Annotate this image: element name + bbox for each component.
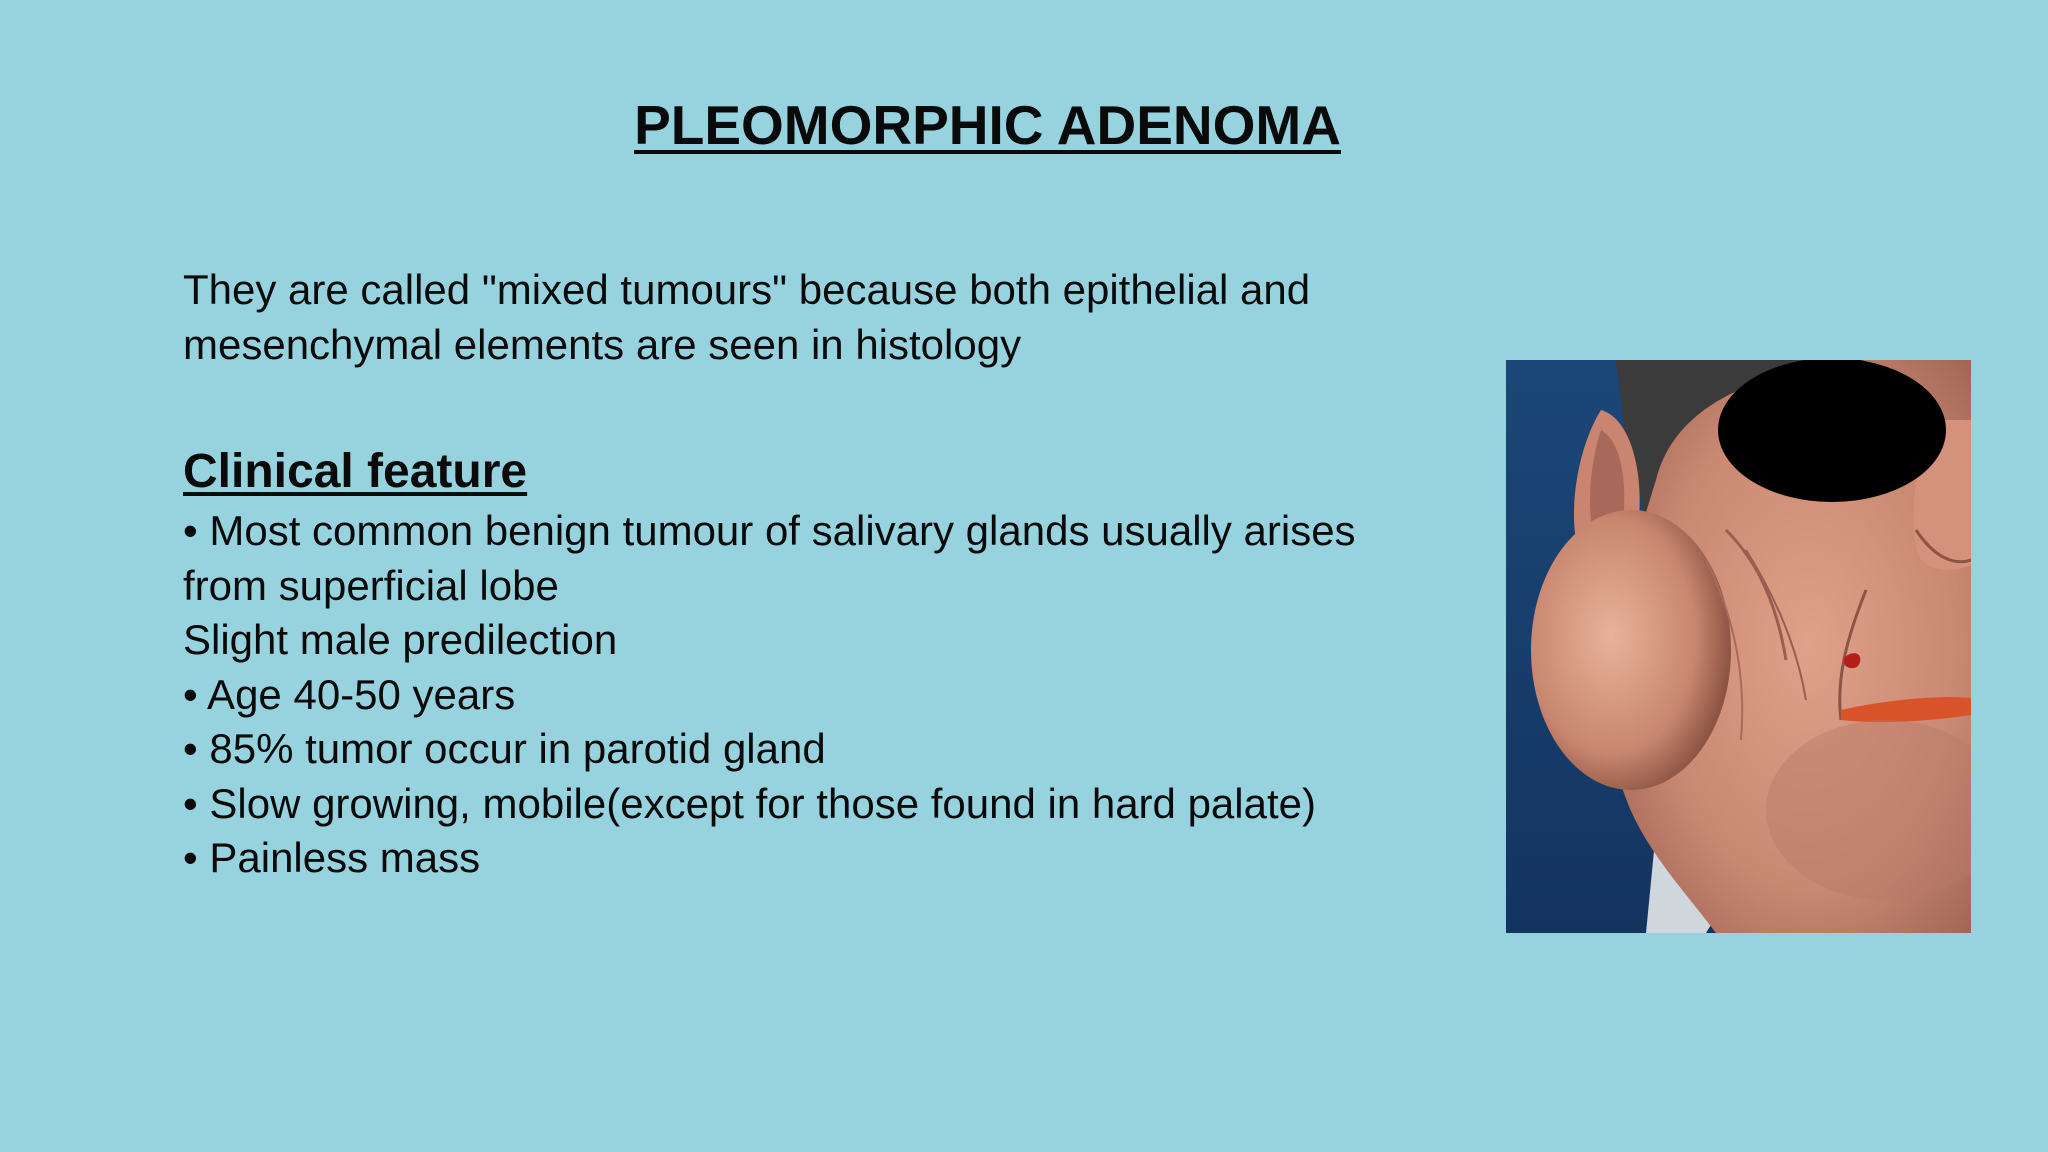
list-item: from superficial lobe bbox=[183, 561, 559, 609]
clinical-feature-list bbox=[183, 504, 1483, 886]
patient-photo bbox=[1506, 360, 1971, 933]
list-item: Slight male predilection bbox=[183, 616, 618, 663]
list-item: • Slow growing, mobile(except for those found in hard palate) bbox=[183, 779, 1316, 827]
slide-title: PLEOMORPHIC ADENOMA bbox=[634, 94, 1341, 156]
intro-line-1: They are called "mixed tumours" because both epithelial and bbox=[183, 266, 1311, 313]
patient-face-illustration bbox=[1506, 360, 1971, 933]
intro-paragraph bbox=[183, 262, 1483, 372]
list-item: • Age 40-50 years bbox=[183, 670, 516, 718]
intro-line-2: mesenchymal elements are seen in histology bbox=[183, 321, 1022, 368]
list-item: • Most common benign tumour of salivary glands usually arises bbox=[183, 507, 1356, 554]
clinical-feature-heading: Clinical feature bbox=[183, 445, 528, 498]
list-item: • Painless mass bbox=[183, 834, 481, 881]
list-item: • 85% tumor occur in parotid gland bbox=[183, 725, 826, 772]
